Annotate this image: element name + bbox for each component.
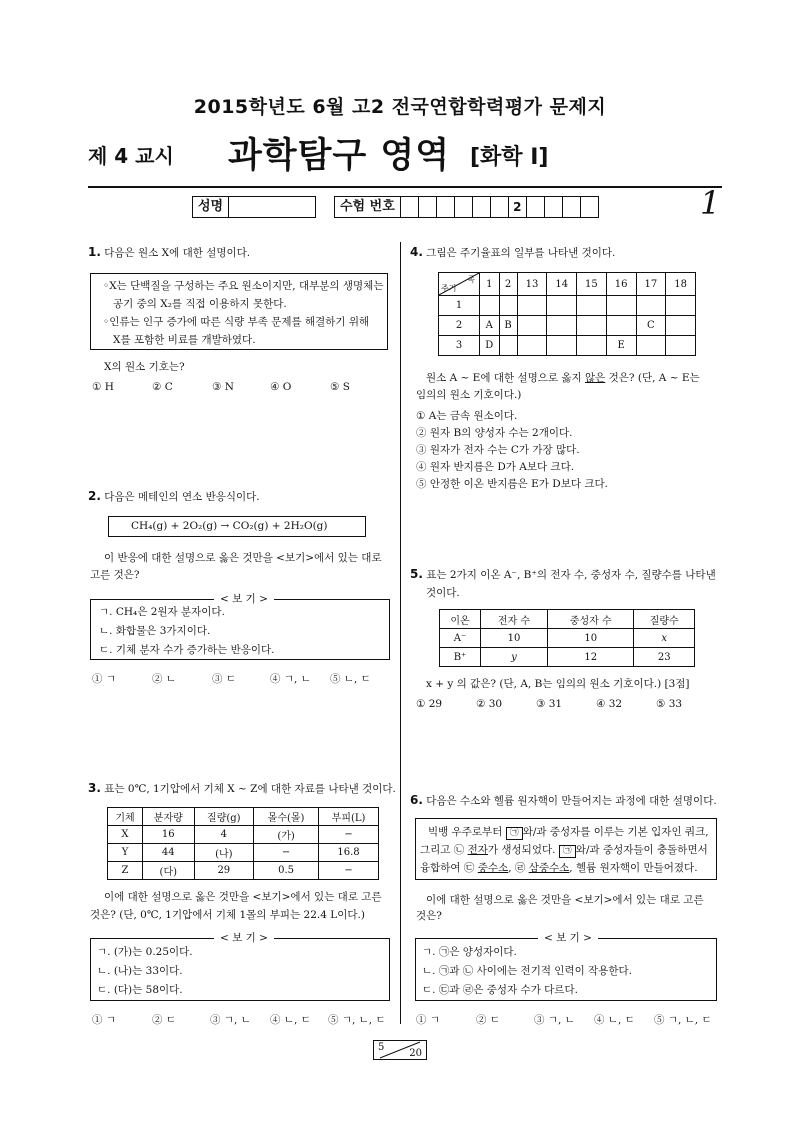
- bogi-item: ㄱ. ㉠은 양성자이다.: [422, 946, 517, 958]
- table-cell: A⁻: [440, 629, 481, 648]
- element-cell: [666, 296, 696, 316]
- table-cell: Y: [108, 844, 143, 862]
- table-header-row: [440, 610, 695, 629]
- group-number: 1: [480, 273, 500, 296]
- element-cell: [517, 336, 547, 356]
- choice-3[interactable]: ③ ㄱ, ㄴ: [534, 1014, 575, 1026]
- group-number: 17: [636, 273, 666, 296]
- bogi-title: < 보 기 >: [214, 930, 274, 945]
- table-cell: −: [319, 826, 379, 844]
- choice-5[interactable]: ⑤ ㄱ, ㄴ, ㄷ: [654, 1014, 712, 1026]
- table-cell: B⁺: [440, 648, 481, 667]
- table-row: [108, 826, 379, 844]
- table-corner: [439, 273, 480, 296]
- description-text: 빅뱅 우주로부터: [428, 826, 506, 838]
- option-2[interactable]: ② 원자 B의 양성자 수는 2개이다.: [416, 427, 573, 439]
- question-text: 이에 대한 설명으로 옳은 것만을 <보기>에서 있는 대로 고른: [426, 894, 704, 906]
- question-number: 6.: [410, 793, 423, 807]
- name-label: 성명: [193, 197, 229, 217]
- column-divider: [400, 242, 401, 1024]
- table-cell: −: [319, 862, 379, 880]
- table-row: [440, 629, 695, 648]
- element-cell: [480, 296, 500, 316]
- table-cell: 10: [547, 629, 633, 648]
- bogi-item: ㄱ. CH₄은 2원자 분자이다.: [99, 606, 225, 618]
- bogi-item: ㄴ. (나)는 33이다.: [97, 965, 183, 977]
- exam-number-cell[interactable]: [527, 197, 545, 217]
- group-number: 14: [547, 273, 577, 296]
- table-cell: 16: [142, 826, 194, 844]
- table-row: [439, 316, 696, 336]
- element-cell: [499, 296, 517, 316]
- question-prompt: 다음은 수소와 헬륨 원자핵이 만들어지는 과정에 대한 설명이다.: [426, 795, 717, 807]
- exam-number-cell[interactable]: [473, 197, 491, 217]
- choice-1[interactable]: ① H: [92, 381, 114, 393]
- question-text-part: 원소 A ~ E에 대한 설명으로 옳지: [426, 372, 585, 384]
- table-header: 전자 수: [481, 610, 548, 629]
- exam-number-cell[interactable]: [491, 197, 509, 217]
- bogi-item: ㄴ. ㉠과 ㉡ 사이에는 전기적 인력이 작용한다.: [422, 965, 632, 977]
- period-label: 주기: [441, 284, 457, 293]
- table-header: 중성자 수: [547, 610, 633, 629]
- question-text: [426, 370, 700, 385]
- element-cell: [517, 316, 547, 336]
- underlined-term: 전자: [467, 844, 488, 856]
- info-line: 공기 중의 X₂를 직접 이용하지 못한다.: [113, 298, 287, 310]
- gas-data-table: [107, 807, 379, 880]
- table-cell: 10: [481, 629, 548, 648]
- current-page: 5: [378, 1042, 385, 1053]
- subject-title: 과학탐구 영역: [228, 136, 451, 176]
- group-header-row: [439, 273, 696, 296]
- choice-4[interactable]: ④ ㄴ, ㄷ: [594, 1014, 635, 1026]
- choice-2[interactable]: ② ㄷ: [476, 1014, 500, 1026]
- option-3[interactable]: ③ 원자가 전자 수는 C가 가장 많다.: [416, 444, 580, 456]
- description-line: [420, 860, 698, 875]
- table-cell: (가): [254, 826, 319, 844]
- description-text: 그리고 ㉡: [420, 844, 468, 856]
- info-box: [90, 273, 388, 350]
- choice-4[interactable]: ④ ㄴ, ㄷ: [270, 1014, 311, 1026]
- option-1[interactable]: ① A는 금속 원소이다.: [416, 410, 518, 422]
- question-number: 1.: [88, 245, 101, 259]
- choice-3[interactable]: ③ ㄱ, ㄴ: [210, 1014, 251, 1026]
- table-cell: x: [634, 629, 695, 648]
- choice-4[interactable]: ④ O: [270, 381, 292, 393]
- question-prompt: 표는 2가지 이온 A⁻, B⁺의 전자 수, 중성자 수, 질량수를 나타낸: [426, 569, 716, 581]
- total-pages: 20: [409, 1048, 422, 1059]
- element-cell: [499, 336, 517, 356]
- reaction-equation: CH₄(g) + 2O₂(g) → CO₂(g) + 2H₂O(g): [131, 520, 328, 532]
- table-cell: 29: [194, 862, 253, 880]
- blank-marker: ㉠: [506, 827, 523, 840]
- question-prompt: 표는 0℃, 1기압에서 기체 X ~ Z에 대한 자료를 나타낸 것이다.: [104, 783, 396, 795]
- exam-number-cell[interactable]: [437, 197, 455, 217]
- table-header: 이온: [440, 610, 481, 629]
- question-1: [88, 245, 250, 260]
- element-cell: [547, 336, 577, 356]
- choice-3[interactable]: ③ ㄷ: [212, 673, 236, 685]
- table-row: [439, 336, 696, 356]
- bogi-title: < 보 기 >: [214, 591, 274, 606]
- bogi-item: ㄷ. (다)는 58이다.: [97, 984, 183, 996]
- choice-2[interactable]: ② ㄷ: [152, 1014, 176, 1026]
- table-header: 부피(L): [319, 808, 379, 826]
- choice-1[interactable]: ① 29: [416, 698, 443, 710]
- group-number: 2: [499, 273, 517, 296]
- choice-3[interactable]: ③ 31: [536, 698, 563, 710]
- element-cell: C: [636, 316, 666, 336]
- question-number: 4.: [410, 245, 423, 259]
- choice-2[interactable]: ② ㄴ: [152, 673, 176, 685]
- table-cell: Z: [108, 862, 143, 880]
- element-cell: [517, 296, 547, 316]
- info-line: ◦인류는 인구 증가에 따른 식량 부족 문제를 해결하기 위해: [103, 316, 370, 328]
- element-cell: [606, 296, 636, 316]
- question-text: x + y 의 값은? (단, A, B는 임의의 원소 기호이다.) [3점]: [426, 678, 690, 690]
- table-cell: (다): [142, 862, 194, 880]
- question-text: 고른 것은?: [90, 569, 140, 581]
- exam-number-cell[interactable]: [419, 197, 437, 217]
- element-cell: [547, 296, 577, 316]
- table-cell: y: [481, 648, 548, 667]
- period-number: 1: [439, 296, 480, 316]
- table-row: [440, 648, 695, 667]
- table-row: [108, 844, 379, 862]
- description-text: 와/과 중성자들이 충돌하면서: [575, 844, 708, 856]
- element-cell: [666, 336, 696, 356]
- question-prompt: 다음은 메테인의 연소 반응식이다.: [104, 491, 260, 503]
- exam-number-cell[interactable]: [401, 197, 419, 217]
- header-rule: [88, 186, 722, 188]
- description-text: 융합하여 ㉢: [420, 862, 478, 874]
- question-number: 5.: [410, 567, 423, 581]
- question-text: X의 원소 기호는?: [104, 361, 185, 373]
- question-number: 3.: [88, 781, 101, 795]
- underlined-term: 삼중수소: [528, 862, 570, 874]
- element-cell: [606, 316, 636, 336]
- ion-data-table: [439, 609, 695, 667]
- element-cell: [547, 316, 577, 336]
- table-cell: (나): [194, 844, 253, 862]
- question-prompt: 그림은 주기율표의 일부를 나타낸 것이다.: [426, 247, 616, 259]
- page-number: 1: [700, 184, 721, 222]
- info-line: X를 포함한 비료를 개발하였다.: [113, 334, 256, 346]
- question-2: [88, 489, 260, 504]
- table-cell: X: [108, 826, 143, 844]
- period-number: 2: [439, 316, 480, 336]
- name-box: [192, 196, 316, 218]
- exam-number-cell[interactable]: [581, 197, 598, 217]
- question-5: [410, 567, 716, 582]
- table-header: 분자량: [142, 808, 194, 826]
- element-cell: E: [606, 336, 636, 356]
- element-cell: [636, 296, 666, 316]
- question-text: 임의의 원소 기호이다.): [416, 389, 522, 401]
- page-indicator: [373, 1040, 427, 1060]
- choice-4[interactable]: ④ 32: [596, 698, 623, 710]
- table-header: 기체: [108, 808, 143, 826]
- element-cell: A: [480, 316, 500, 336]
- description-text: 가 생성되었다.: [487, 844, 559, 856]
- option-4[interactable]: ④ 원자 반지름은 D가 A보다 크다.: [416, 461, 575, 473]
- table-cell: 44: [142, 844, 194, 862]
- question-number: 2.: [88, 489, 101, 503]
- subject-subtitle: [화학 Ⅰ]: [470, 145, 549, 170]
- question-text-part: 것은? (단, A ~ E는: [605, 372, 700, 384]
- exam-number-cell[interactable]: [455, 197, 473, 217]
- option-5[interactable]: ⑤ 안정한 이온 반지름은 E가 D보다 크다.: [416, 478, 608, 490]
- table-row: [108, 862, 379, 880]
- table-header: 질량수: [634, 610, 695, 629]
- element-cell: [636, 336, 666, 356]
- bogi-item: ㄴ. 화합물은 3가지이다.: [99, 625, 211, 637]
- question-text: 이 반응에 대한 설명으로 옳은 것만을 <보기>에서 있는 대로: [104, 552, 382, 564]
- table-cell: 4: [194, 826, 253, 844]
- element-cell: [666, 316, 696, 336]
- bogi-item: ㄷ. 기체 분자 수가 증가하는 반응이다.: [99, 644, 275, 656]
- element-cell: D: [480, 336, 500, 356]
- question-emphasis: 않은: [584, 372, 606, 384]
- underlined-term: 중수소: [477, 862, 509, 874]
- table-cell: 12: [547, 648, 633, 667]
- group-number: 16: [606, 273, 636, 296]
- name-field[interactable]: [229, 197, 315, 217]
- question-prompt: 다음은 원소 X에 대한 설명이다.: [104, 247, 251, 259]
- element-cell: [577, 336, 607, 356]
- choice-5[interactable]: ⑤ S: [330, 381, 350, 393]
- info-line: ◦X는 단백질을 구성하는 주요 원소이지만, 대부분의 생명체는: [103, 280, 384, 292]
- question-3: [88, 781, 396, 796]
- choice-2[interactable]: ② C: [152, 381, 173, 393]
- group-number: 18: [666, 273, 696, 296]
- exam-title: 2015학년도 6월 고2 전국연합학력평가 문제지: [193, 96, 607, 118]
- exam-period: 제 4 교시: [88, 144, 174, 168]
- group-number: 13: [517, 273, 547, 296]
- question-text: 것은? (단, 0℃, 1기압에서 기체 1몰의 부피는 22.4 L이다.): [90, 909, 365, 921]
- group-label: 족: [467, 275, 475, 284]
- exam-number-cell[interactable]: [563, 197, 581, 217]
- period-number: 3: [439, 336, 480, 356]
- table-cell: 0.5: [254, 862, 319, 880]
- choice-5[interactable]: ⑤ ㄱ, ㄴ, ㄷ: [328, 1014, 386, 1026]
- group-number: 15: [577, 273, 607, 296]
- element-cell: [577, 296, 607, 316]
- exam-number-digit: 2: [509, 197, 527, 217]
- table-cell: 23: [634, 648, 695, 667]
- question-6: [410, 793, 717, 808]
- table-row: [439, 296, 696, 316]
- choice-5[interactable]: ⑤ ㄴ, ㄷ: [330, 673, 371, 685]
- question-text: 것은?: [416, 910, 442, 922]
- equation-box: [108, 516, 366, 537]
- exam-number-box: [334, 196, 599, 218]
- bogi-box: [90, 599, 390, 660]
- question-text: 이에 대한 설명으로 옳은 것만을 <보기>에서 있는 대로 고른: [104, 891, 382, 903]
- choice-2[interactable]: ② 30: [476, 698, 503, 710]
- exam-number-label: 수험 번호: [335, 197, 401, 217]
- description-box: [415, 818, 717, 880]
- bogi-title: < 보 기 >: [538, 930, 598, 945]
- choice-3[interactable]: ③ N: [212, 381, 234, 393]
- choice-1[interactable]: ① ㄱ: [416, 1014, 440, 1026]
- table-header: 질량(g): [194, 808, 253, 826]
- bogi-item: ㄷ. ㉢과 ㉣은 중성자 수가 다르다.: [422, 984, 578, 996]
- bogi-item: ㄱ. (가)는 0.25이다.: [97, 946, 193, 958]
- blank-marker: ㉠: [559, 845, 576, 858]
- question-text: 것이다.: [426, 587, 460, 599]
- choice-1[interactable]: ① ㄱ: [92, 673, 116, 685]
- description-text: , ㉣: [508, 862, 529, 874]
- table-header: 몰수(몰): [254, 808, 319, 826]
- periodic-table: [438, 272, 696, 356]
- description-text: , 헬륨 원자핵이 만들어졌다.: [569, 862, 698, 874]
- element-cell: [577, 316, 607, 336]
- description-text: 와/과 중성자를 이루는 기본 입자인 쿼크,: [522, 826, 709, 838]
- description-line: [428, 824, 709, 840]
- table-header-row: [108, 808, 379, 826]
- bogi-box: [415, 938, 717, 1001]
- element-cell: B: [499, 316, 517, 336]
- table-cell: −: [254, 844, 319, 862]
- question-4: [410, 245, 615, 260]
- choice-1[interactable]: ① ㄱ: [92, 1014, 116, 1026]
- exam-number-cell[interactable]: [545, 197, 563, 217]
- description-line: [420, 842, 708, 858]
- table-cell: 16.8: [319, 844, 379, 862]
- choice-4[interactable]: ④ ㄱ, ㄴ: [270, 673, 311, 685]
- bogi-box: [90, 938, 390, 1001]
- choice-5[interactable]: ⑤ 33: [656, 698, 683, 710]
